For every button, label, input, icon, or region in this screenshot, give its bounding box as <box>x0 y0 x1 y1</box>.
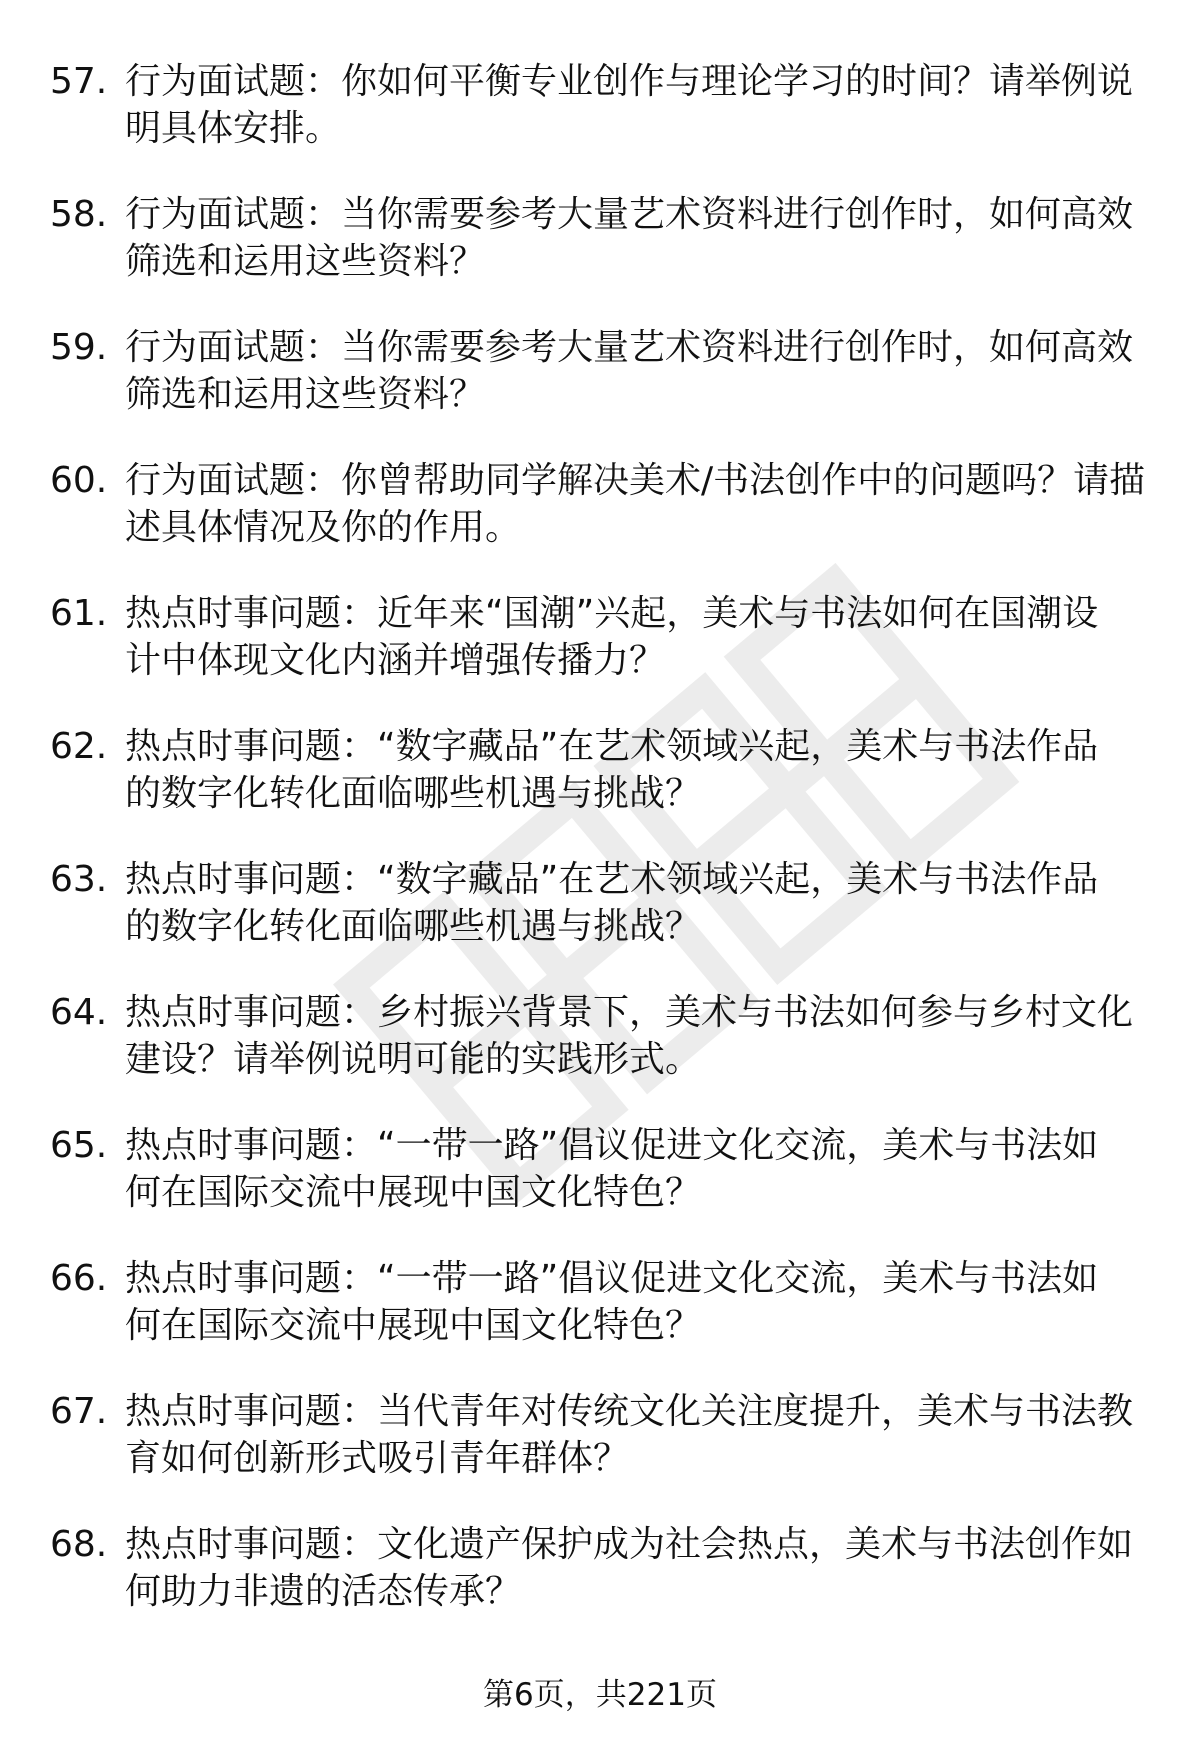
question-text-line: 行为面试题：你曾帮助同学解决美术/书法创作中的问题吗？请描 <box>125 460 1146 501</box>
page-footer <box>0 1675 1200 1715</box>
question-text-line: 行为面试题：当你需要参考大量艺术资料进行创作时，如何高效 <box>125 194 1134 235</box>
question-number: 61. <box>50 593 108 634</box>
question-number: 68. <box>50 1524 108 1565</box>
question-text-line: 明具体安排。 <box>125 108 342 149</box>
question-number: 57. <box>50 61 108 102</box>
question-number: 67. <box>50 1391 108 1432</box>
question-text-line: 筛选和运用这些资料？ <box>125 241 486 282</box>
question-number: 59. <box>50 327 108 368</box>
question-item <box>0 590 1200 723</box>
question-text-line: 热点时事问题：“一带一路”倡议促进文化交流，美术与书法如 <box>125 1125 1099 1166</box>
question-item <box>0 989 1200 1122</box>
question-number: 58. <box>50 194 108 235</box>
question-text-line: 述具体情况及你的作用。 <box>125 507 522 548</box>
question-text-line: 何助力非遗的活态传承？ <box>125 1571 522 1612</box>
question-item <box>0 1255 1200 1388</box>
question-number: 64. <box>50 992 108 1033</box>
question-item <box>0 457 1200 590</box>
page-number-label: 第6页，共221页 <box>483 1677 717 1713</box>
question-text-line: 热点时事问题：文化遗产保护成为社会热点，美术与书法创作如 <box>125 1524 1134 1565</box>
question-item <box>0 856 1200 989</box>
question-item <box>0 1521 1200 1654</box>
question-number: 63. <box>50 859 108 900</box>
question-item <box>0 1122 1200 1255</box>
question-number: 66. <box>50 1258 108 1299</box>
question-text-line: 行为面试题：当你需要参考大量艺术资料进行创作时，如何高效 <box>125 327 1134 368</box>
question-text-line: 育如何创新形式吸引青年群体？ <box>125 1438 630 1479</box>
question-text-line: 计中体现文化内涵并增强传播力？ <box>125 640 666 681</box>
question-item <box>0 58 1200 191</box>
question-list <box>0 58 1200 1654</box>
question-number: 65. <box>50 1125 108 1166</box>
question-item <box>0 723 1200 856</box>
question-text-line: 筛选和运用这些资料？ <box>125 374 486 415</box>
question-text-line: 热点时事问题：“数字藏品”在艺术领域兴起，美术与书法作品 <box>125 726 1099 767</box>
question-text-line: 何在国际交流中展现中国文化特色？ <box>125 1305 702 1346</box>
question-text-line: 建设？请举例说明可能的实践形式。 <box>125 1039 702 1080</box>
question-item <box>0 324 1200 457</box>
question-text-line: 何在国际交流中展现中国文化特色？ <box>125 1172 702 1213</box>
question-text-line: 的数字化转化面临哪些机遇与挑战？ <box>125 773 702 814</box>
question-item <box>0 191 1200 324</box>
question-text-line: 的数字化转化面临哪些机遇与挑战？ <box>125 906 702 947</box>
question-text-line: 热点时事问题：近年来“国潮”兴起，美术与书法如何在国潮设 <box>125 593 1099 634</box>
question-text-line: 热点时事问题：当代青年对传统文化关注度提升，美术与书法教 <box>125 1391 1134 1432</box>
question-text-line: 热点时事问题：乡村振兴背景下，美术与书法如何参与乡村文化 <box>125 992 1134 1033</box>
question-item <box>0 1388 1200 1521</box>
question-text-line: 行为面试题：你如何平衡专业创作与理论学习的时间？请举例说 <box>125 61 1134 102</box>
question-number: 60. <box>50 460 108 501</box>
question-text-line: 热点时事问题：“一带一路”倡议促进文化交流，美术与书法如 <box>125 1258 1099 1299</box>
question-text-line: 热点时事问题：“数字藏品”在艺术领域兴起，美术与书法作品 <box>125 859 1099 900</box>
question-number: 62. <box>50 726 108 767</box>
